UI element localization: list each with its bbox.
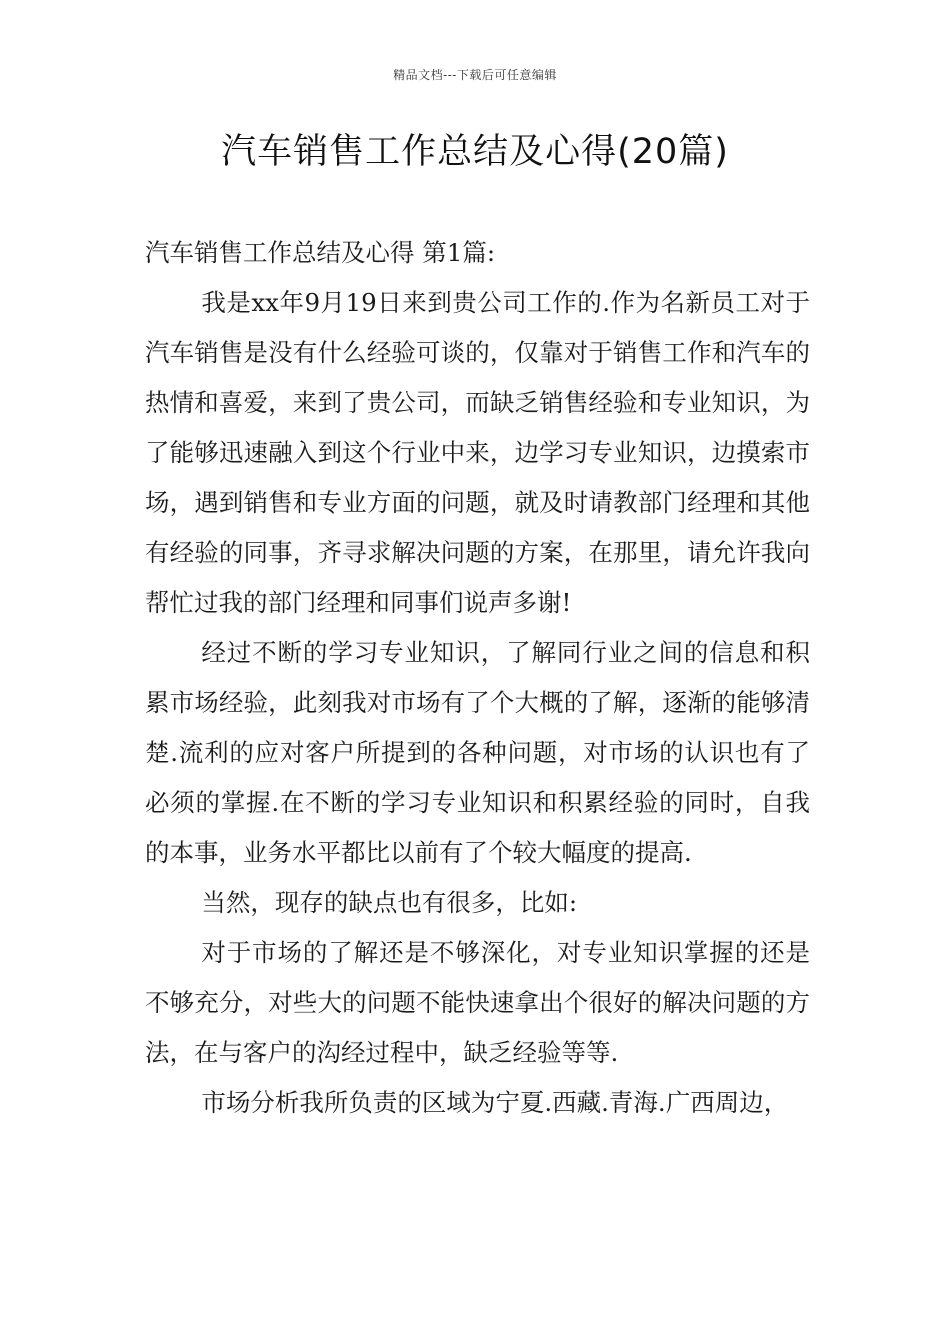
paragraph: 对于市场的了解还是不够深化，对专业知识掌握的还是不够充分，对些大的问题不能快速拿出个很好的解决问题的方法，在与客户的沟经过程中，缺乏经验等等. — [145, 938, 810, 1067]
page-header-watermark: 精品文档---下载后可任意编辑 — [393, 68, 557, 82]
paragraph: 我是xx年9月19日来到贵公司工作的.作为名新员工对于汽车销售是没有什么经验可谈的，仅靠对于销售工作和汽车的热情和喜爱，来到了贵公司，而缺乏销售经验和专业知识，为了能够迅速融入到这个行业中来，边学习专业知识，边摸索市场，遇到销售和专业方面的问题，就及时请教部门经理和其他有经验的同事，齐寻求解决问题的方案，在那里，请允许我向帮忙过我的部门经理和同事们说声多谢! — [145, 288, 810, 617]
document-title: 汽车销售工作总结及心得(20篇) — [221, 132, 729, 172]
section-heading: 汽车销售工作总结及心得 第1篇: — [145, 238, 496, 267]
document-body — [145, 228, 810, 1128]
paragraph: 当然，现存的缺点也有很多，比如: — [201, 888, 578, 917]
paragraph: 市场分析我所负责的区域为宁夏.西藏.青海.广西周边， — [201, 1088, 789, 1117]
paragraph: 经过不断的学习专业知识，了解同行业之间的信息和积累市场经验，此刻我对市场有了个大概的了解，逐渐的能够清楚.流利的应对客户所提到的各种问题，对市场的认识也有了必须的掌握.在不断的学习专业知识和积累经验的同时，自我的本事，业务水平都比以前有了个较大幅度的提高. — [145, 638, 810, 867]
